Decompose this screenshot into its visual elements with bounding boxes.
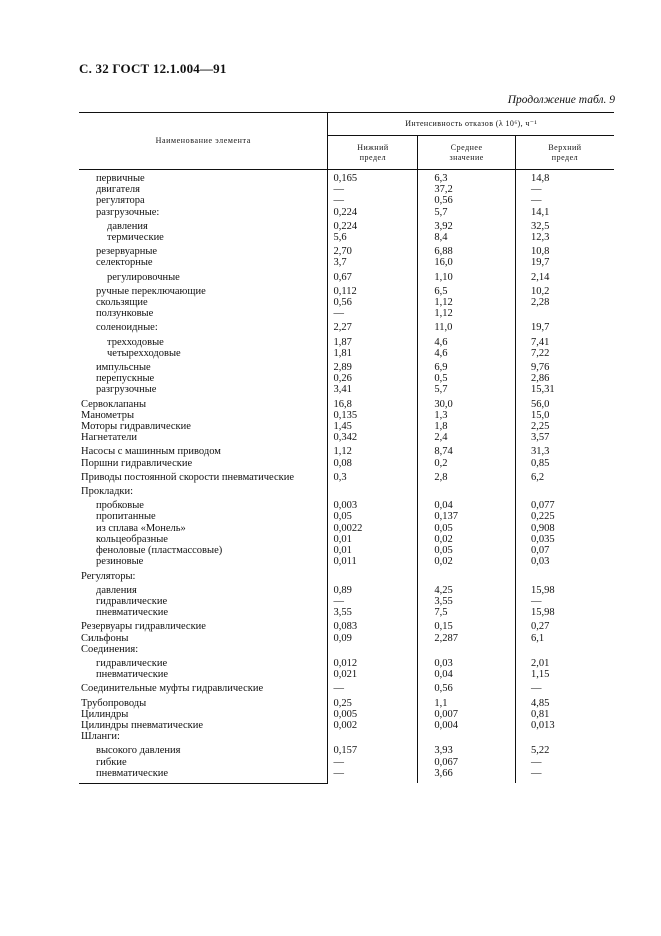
upper-limit-cell: 14,8 bbox=[530, 173, 550, 184]
table-row bbox=[79, 348, 614, 359]
mean-value-cell: 0,04 bbox=[418, 669, 516, 680]
failure-rate-table bbox=[79, 112, 614, 784]
table-row bbox=[79, 607, 614, 618]
table-row bbox=[79, 283, 614, 297]
mean-value-cell: 0,05 bbox=[418, 545, 516, 556]
mean-value-cell: 6,3 bbox=[418, 170, 516, 185]
table-row bbox=[79, 742, 614, 756]
column-header-lower-limit-line1: Нижний bbox=[357, 142, 389, 152]
element-name-cell: гидравлические bbox=[79, 655, 328, 669]
lower-limit-cell bbox=[328, 731, 418, 742]
upper-limit-cell: 0,908 bbox=[530, 522, 555, 534]
table-row bbox=[79, 308, 614, 319]
element-name-cell: селекторные bbox=[79, 257, 328, 268]
mean-value-cell: 6,88 bbox=[418, 243, 516, 257]
table-row bbox=[79, 545, 614, 556]
table-row bbox=[79, 297, 614, 308]
lower-limit-cell: 0,083 bbox=[328, 618, 418, 632]
element-name-cell: Резервуары гидравлические bbox=[79, 618, 328, 632]
element-name-cell: пневматические bbox=[79, 607, 328, 618]
mean-value-cell bbox=[418, 568, 516, 582]
mean-value-cell: 0,04 bbox=[418, 497, 516, 511]
lower-limit-cell: 0,002 bbox=[328, 720, 418, 731]
table-row bbox=[79, 596, 614, 607]
element-name-cell: давления bbox=[79, 218, 328, 232]
element-name-cell: Сервоклапаны bbox=[79, 396, 328, 410]
lower-limit-cell: — bbox=[328, 195, 418, 206]
upper-limit-cell: 5,22 bbox=[530, 745, 550, 757]
mean-value-cell: 0,02 bbox=[418, 556, 516, 567]
upper-limit-cell: 19,7 bbox=[530, 257, 550, 269]
lower-limit-cell: 1,87 bbox=[328, 334, 418, 348]
upper-limit-cell: 2,86 bbox=[530, 373, 550, 385]
table-body bbox=[79, 170, 614, 784]
element-name-cell: Манометры bbox=[79, 410, 328, 421]
lower-limit-cell: 0,005 bbox=[328, 709, 418, 720]
lower-limit-cell: 0,165 bbox=[328, 170, 418, 185]
lower-limit-cell: 16,8 bbox=[328, 396, 418, 410]
mean-value-cell: 2,287 bbox=[418, 633, 516, 644]
element-name-cell: термические bbox=[79, 232, 328, 243]
element-name-cell: резервуарные bbox=[79, 243, 328, 257]
mean-value-cell: 37,2 bbox=[418, 184, 516, 195]
table-row bbox=[79, 618, 614, 632]
element-name-cell: пневматические bbox=[79, 669, 328, 680]
element-name-cell: Нагнетатели bbox=[79, 432, 328, 443]
element-name-cell: пропитанные bbox=[79, 511, 328, 522]
element-name-cell: Моторы гидравлические bbox=[79, 421, 328, 432]
table-row bbox=[79, 511, 614, 522]
lower-limit-cell: 2,27 bbox=[328, 319, 418, 333]
lower-limit-cell: — bbox=[328, 680, 418, 694]
table-row bbox=[79, 184, 614, 195]
element-name-cell: перепускные bbox=[79, 373, 328, 384]
mean-value-cell: 0,007 bbox=[418, 709, 516, 720]
table-row bbox=[79, 523, 614, 534]
mean-value-cell: 0,03 bbox=[418, 655, 516, 669]
mean-value-cell: 2,4 bbox=[418, 432, 516, 443]
upper-limit-cell: 7,41 bbox=[530, 336, 550, 348]
mean-value-cell: 6,5 bbox=[418, 283, 516, 297]
lower-limit-cell: 0,224 bbox=[328, 207, 418, 218]
table-row bbox=[79, 432, 614, 443]
upper-limit-cell: 2,25 bbox=[530, 421, 550, 433]
element-name-cell: Сильфоны bbox=[79, 633, 328, 644]
upper-limit-cell: 12,3 bbox=[530, 232, 550, 244]
table-row bbox=[79, 633, 614, 644]
element-name-cell: Соединительные муфты гидравлические bbox=[79, 680, 328, 694]
lower-limit-cell: 1,45 bbox=[328, 421, 418, 432]
upper-limit-cell: 56,0 bbox=[530, 398, 550, 410]
lower-limit-cell: 3,41 bbox=[328, 384, 418, 395]
lower-limit-cell: 0,112 bbox=[328, 283, 418, 297]
mean-value-cell: 1,12 bbox=[418, 297, 516, 308]
table-row bbox=[79, 497, 614, 511]
table-row bbox=[79, 469, 614, 483]
mean-value-cell: 5,7 bbox=[418, 384, 516, 395]
upper-limit-cell: 0,27 bbox=[530, 621, 550, 633]
table-row bbox=[79, 421, 614, 432]
mean-value-cell: 4,6 bbox=[418, 334, 516, 348]
table-row bbox=[79, 257, 614, 268]
mean-value-cell: 5,7 bbox=[418, 207, 516, 218]
mean-value-cell: 3,66 bbox=[418, 768, 516, 784]
lower-limit-cell: 0,3 bbox=[328, 469, 418, 483]
upper-limit-cell: 0,013 bbox=[530, 719, 555, 731]
element-name-cell: первичные bbox=[79, 170, 328, 185]
element-name-cell: гидравлические bbox=[79, 596, 328, 607]
upper-limit-cell: 19,7 bbox=[530, 322, 550, 334]
column-header-mean-value-line1: Среднее bbox=[450, 142, 483, 152]
table-row bbox=[79, 582, 614, 596]
lower-limit-cell: 0,01 bbox=[328, 545, 418, 556]
lower-limit-cell: 0,224 bbox=[328, 218, 418, 232]
element-name-cell: соленоидные: bbox=[79, 319, 328, 333]
page-header: С. 32 ГОСТ 12.1.004—91 bbox=[79, 61, 227, 76]
lower-limit-cell: 0,08 bbox=[328, 458, 418, 469]
upper-limit-cell: — bbox=[530, 184, 542, 196]
element-name-cell: Шланги: bbox=[79, 731, 328, 742]
mean-value-cell bbox=[418, 483, 516, 497]
upper-limit-cell: 2,01 bbox=[530, 657, 550, 669]
lower-limit-cell: 1,81 bbox=[328, 348, 418, 359]
upper-limit-cell: 6,1 bbox=[530, 632, 545, 644]
upper-limit-cell bbox=[515, 308, 614, 319]
column-header-mean-value-line2: значение bbox=[449, 152, 484, 162]
lower-limit-cell: 2,70 bbox=[328, 243, 418, 257]
upper-limit-cell: — bbox=[530, 756, 542, 768]
upper-limit-cell: 0,81 bbox=[530, 708, 550, 720]
lower-limit-cell: 0,25 bbox=[328, 695, 418, 709]
upper-limit-cell bbox=[515, 644, 614, 655]
element-name-cell: резиновые bbox=[79, 556, 328, 567]
table-row bbox=[79, 644, 614, 655]
mean-value-cell: 3,92 bbox=[418, 218, 516, 232]
table-row bbox=[79, 757, 614, 768]
table-row bbox=[79, 731, 614, 742]
upper-limit-cell: — bbox=[530, 767, 542, 779]
table-row bbox=[79, 410, 614, 421]
table-row bbox=[79, 720, 614, 731]
table-row bbox=[79, 243, 614, 257]
upper-limit-cell bbox=[515, 568, 614, 582]
mean-value-cell: 30,0 bbox=[418, 396, 516, 410]
element-name-cell: гибкие bbox=[79, 757, 328, 768]
lower-limit-cell: 0,89 bbox=[328, 582, 418, 596]
element-name-cell: Прокладки: bbox=[79, 483, 328, 497]
lower-limit-cell: 0,003 bbox=[328, 497, 418, 511]
table-row bbox=[79, 556, 614, 567]
lower-limit-cell: 3,55 bbox=[328, 607, 418, 618]
table-row bbox=[79, 443, 614, 457]
mean-value-cell bbox=[418, 731, 516, 742]
lower-limit-cell: 1,12 bbox=[328, 443, 418, 457]
mean-value-cell: 0,56 bbox=[418, 680, 516, 694]
element-name-cell: кольцеобразные bbox=[79, 534, 328, 545]
mean-value-cell: 4,6 bbox=[418, 348, 516, 359]
lower-limit-cell: 0,05 bbox=[328, 511, 418, 522]
table-row bbox=[79, 384, 614, 395]
lower-limit-cell: 0,157 bbox=[328, 742, 418, 756]
lower-limit-cell: 2,89 bbox=[328, 359, 418, 373]
element-name-cell: Соединения: bbox=[79, 644, 328, 655]
lower-limit-cell: 0,011 bbox=[328, 556, 418, 567]
lower-limit-cell: 0,09 bbox=[328, 633, 418, 644]
mean-value-cell: 1,3 bbox=[418, 410, 516, 421]
upper-limit-cell: 4,85 bbox=[530, 697, 550, 709]
mean-value-cell: 1,12 bbox=[418, 308, 516, 319]
table-row bbox=[79, 232, 614, 243]
element-name-cell: высокого давления bbox=[79, 742, 328, 756]
element-name-cell: из сплава «Монель» bbox=[79, 523, 328, 534]
mean-value-cell: 0,56 bbox=[418, 195, 516, 206]
upper-limit-cell: 31,3 bbox=[530, 446, 550, 458]
table-row bbox=[79, 655, 614, 669]
lower-limit-cell: — bbox=[328, 184, 418, 195]
table-row bbox=[79, 695, 614, 709]
element-name-cell: регулятора bbox=[79, 195, 328, 206]
upper-limit-cell bbox=[515, 483, 614, 497]
table-row bbox=[79, 768, 614, 784]
table-row bbox=[79, 483, 614, 497]
element-name-cell: ручные переключающие bbox=[79, 283, 328, 297]
upper-limit-cell: 9,76 bbox=[530, 362, 550, 374]
table-row bbox=[79, 195, 614, 206]
table-row bbox=[79, 458, 614, 469]
element-name-cell: разгрузочные bbox=[79, 384, 328, 395]
lower-limit-cell: 3,7 bbox=[328, 257, 418, 268]
lower-limit-cell: — bbox=[328, 596, 418, 607]
element-name-cell: пневматические bbox=[79, 768, 328, 784]
upper-limit-cell: 6,2 bbox=[530, 471, 545, 483]
element-name-cell: Регуляторы: bbox=[79, 568, 328, 582]
table-row bbox=[79, 319, 614, 333]
mean-value-cell: 4,25 bbox=[418, 582, 516, 596]
upper-limit-cell: 10,2 bbox=[530, 285, 550, 297]
mean-value-cell: 11,0 bbox=[418, 319, 516, 333]
upper-limit-cell: — bbox=[530, 595, 542, 607]
lower-limit-cell: — bbox=[328, 757, 418, 768]
table-row bbox=[79, 709, 614, 720]
upper-limit-cell: 3,57 bbox=[530, 432, 550, 444]
column-header-element-name: Наименование элемента bbox=[79, 113, 328, 170]
mean-value-cell: 0,2 bbox=[418, 458, 516, 469]
upper-limit-cell: 14,1 bbox=[530, 206, 550, 218]
upper-limit-cell: — bbox=[530, 195, 542, 207]
mean-value-cell: 0,15 bbox=[418, 618, 516, 632]
lower-limit-cell bbox=[328, 568, 418, 582]
mean-value-cell: 0,02 bbox=[418, 534, 516, 545]
lower-limit-cell: 0,012 bbox=[328, 655, 418, 669]
mean-value-cell: 0,067 bbox=[418, 757, 516, 768]
upper-limit-cell: 15,31 bbox=[530, 384, 555, 396]
upper-limit-cell: 2,28 bbox=[530, 297, 550, 309]
element-name-cell: Поршни гидравлические bbox=[79, 458, 328, 469]
column-header-failure-rate: Интенсивность отказов (λ 10⁶), ч⁻¹ bbox=[328, 113, 614, 136]
element-name-cell: скользящие bbox=[79, 297, 328, 308]
upper-limit-cell: 10,8 bbox=[530, 246, 550, 258]
table-row bbox=[79, 218, 614, 232]
table-row bbox=[79, 334, 614, 348]
upper-limit-cell: 0,03 bbox=[530, 556, 550, 568]
mean-value-cell: 1,8 bbox=[418, 421, 516, 432]
lower-limit-cell: 0,135 bbox=[328, 410, 418, 421]
upper-limit-cell: 0,07 bbox=[530, 545, 550, 557]
element-name-cell: регулировочные bbox=[79, 269, 328, 283]
lower-limit-cell: 0,67 bbox=[328, 269, 418, 283]
element-name-cell: давления bbox=[79, 582, 328, 596]
column-header-lower-limit-line2: предел bbox=[359, 152, 387, 162]
lower-limit-cell: — bbox=[328, 768, 418, 784]
lower-limit-cell: 0,0022 bbox=[328, 523, 418, 534]
upper-limit-cell: 15,0 bbox=[530, 409, 550, 421]
table-row bbox=[79, 359, 614, 373]
upper-limit-cell: 15,98 bbox=[530, 584, 555, 596]
lower-limit-cell: 0,56 bbox=[328, 297, 418, 308]
mean-value-cell: 0,004 bbox=[418, 720, 516, 731]
lower-limit-cell bbox=[328, 644, 418, 655]
element-name-cell: трехходовые bbox=[79, 334, 328, 348]
lower-limit-cell: 0,342 bbox=[328, 432, 418, 443]
element-name-cell: Цилиндры пневматические bbox=[79, 720, 328, 731]
mean-value-cell: 0,5 bbox=[418, 373, 516, 384]
element-name-cell: Приводы постоянной скорости пневматические bbox=[79, 469, 328, 483]
column-header-upper-limit bbox=[515, 136, 614, 170]
table-row bbox=[79, 669, 614, 680]
column-header-upper-limit-line2: предел bbox=[551, 152, 579, 162]
upper-limit-cell: 0,035 bbox=[530, 533, 555, 545]
upper-limit-cell bbox=[515, 731, 614, 742]
mean-value-cell: 0,05 bbox=[418, 523, 516, 534]
lower-limit-cell: 0,26 bbox=[328, 373, 418, 384]
element-name-cell: четырехходовые bbox=[79, 348, 328, 359]
element-name-cell: ползунковые bbox=[79, 308, 328, 319]
mean-value-cell: 3,55 bbox=[418, 596, 516, 607]
element-name-cell: разгрузочные: bbox=[79, 207, 328, 218]
element-name-cell: импульсные bbox=[79, 359, 328, 373]
mean-value-cell: 8,4 bbox=[418, 232, 516, 243]
upper-limit-cell: 0,85 bbox=[530, 457, 550, 469]
mean-value-cell: 0,137 bbox=[418, 511, 516, 522]
element-name-cell: пробковые bbox=[79, 497, 328, 511]
table-row bbox=[79, 269, 614, 283]
mean-value-cell: 3,93 bbox=[418, 742, 516, 756]
table-row bbox=[79, 534, 614, 545]
table-row bbox=[79, 568, 614, 582]
lower-limit-cell: 0,021 bbox=[328, 669, 418, 680]
mean-value-cell: 1,1 bbox=[418, 695, 516, 709]
mean-value-cell: 8,74 bbox=[418, 443, 516, 457]
upper-limit-cell: 15,98 bbox=[530, 607, 555, 619]
column-header-upper-limit-line1: Верхний bbox=[548, 142, 582, 152]
upper-limit-cell: 0,225 bbox=[530, 511, 555, 523]
upper-limit-cell: 7,22 bbox=[530, 347, 550, 359]
mean-value-cell: 2,8 bbox=[418, 469, 516, 483]
element-name-cell: Насосы с машинным приводом bbox=[79, 443, 328, 457]
mean-value-cell: 1,10 bbox=[418, 269, 516, 283]
lower-limit-cell: — bbox=[328, 308, 418, 319]
table-caption: Продолжение табл. 9 bbox=[507, 94, 615, 106]
upper-limit-cell: 0,077 bbox=[530, 500, 555, 512]
table-row bbox=[79, 680, 614, 694]
upper-limit-cell: 2,14 bbox=[530, 271, 550, 283]
table-row bbox=[79, 396, 614, 410]
mean-value-cell: 7,5 bbox=[418, 607, 516, 618]
mean-value-cell bbox=[418, 644, 516, 655]
lower-limit-cell bbox=[328, 483, 418, 497]
table-row bbox=[79, 207, 614, 218]
column-header-mean-value bbox=[418, 136, 516, 170]
column-header-lower-limit bbox=[328, 136, 418, 170]
element-name-cell: Цилиндры bbox=[79, 709, 328, 720]
upper-limit-cell: — bbox=[530, 683, 542, 695]
mean-value-cell: 16,0 bbox=[418, 257, 516, 268]
lower-limit-cell: 0,01 bbox=[328, 534, 418, 545]
mean-value-cell: 6,9 bbox=[418, 359, 516, 373]
upper-limit-cell: 1,15 bbox=[530, 669, 550, 681]
element-name-cell: Трубопроводы bbox=[79, 695, 328, 709]
lower-limit-cell: 5,6 bbox=[328, 232, 418, 243]
table-row bbox=[79, 373, 614, 384]
upper-limit-cell: 32,5 bbox=[530, 220, 550, 232]
table-row bbox=[79, 170, 614, 185]
element-name-cell: двигателя bbox=[79, 184, 328, 195]
element-name-cell: феноловые (пластмассовые) bbox=[79, 545, 328, 556]
